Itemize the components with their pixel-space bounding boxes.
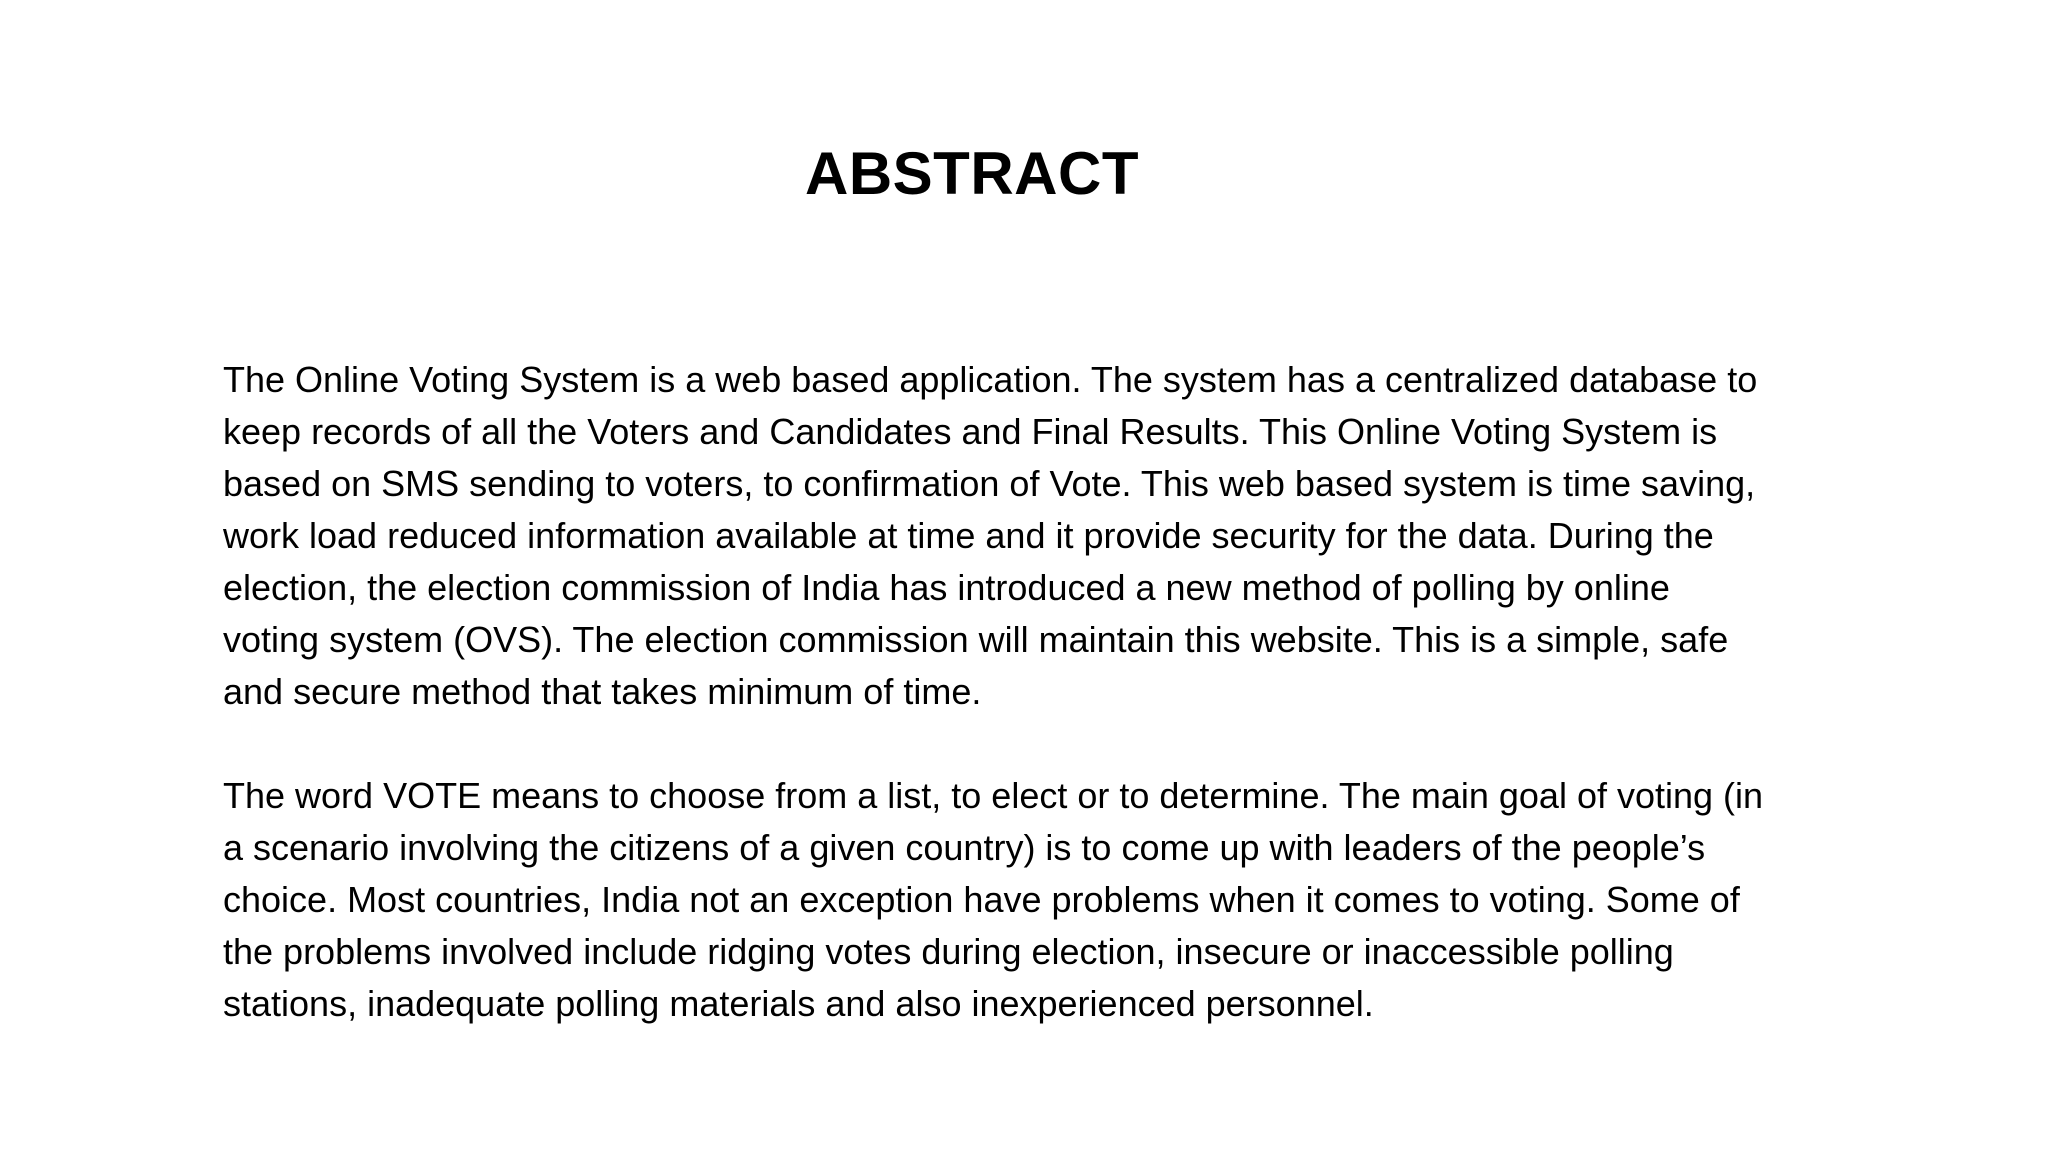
- paragraph-line: and secure method that takes minimum of time.: [223, 671, 982, 712]
- paragraph-line: election, the election commission of India has introduced a new method of polling by online: [223, 567, 1670, 608]
- paragraph-line: based on SMS sending to voters, to confirmation of Vote. This web based system is time saving,: [223, 463, 1756, 504]
- paragraph-line: The word VOTE means to choose from a list, to elect or to determine. The main goal of voting (in: [223, 775, 1764, 816]
- paragraph-line: work load reduced information available at time and it provide security for the data. During the: [223, 515, 1714, 556]
- paragraph-line: voting system (OVS). The election commission will maintain this website. This is a simple, safe: [223, 619, 1729, 660]
- paragraph-1: [223, 354, 1923, 718]
- paragraph-spacer: [223, 718, 1923, 770]
- slide-body: [223, 354, 1923, 1030]
- paragraph-line: choice. Most countries, India not an exception have problems when it comes to voting. Some of: [223, 879, 1740, 920]
- paragraph-line: a scenario involving the citizens of a given country) is to come up with leaders of the people’s: [223, 827, 1706, 868]
- slide-title: ABSTRACT: [805, 140, 1139, 207]
- paragraph-2: [223, 770, 1923, 1030]
- paragraph-line: the problems involved include ridging votes during election, insecure or inaccessible polling: [223, 931, 1674, 972]
- paragraph-line: keep records of all the Voters and Candidates and Final Results. This Online Voting System is: [223, 411, 1718, 452]
- paragraph-line: stations, inadequate polling materials and also inexperienced personnel.: [223, 983, 1374, 1024]
- paragraph-line: The Online Voting System is a web based application. The system has a centralized database to: [223, 359, 1758, 400]
